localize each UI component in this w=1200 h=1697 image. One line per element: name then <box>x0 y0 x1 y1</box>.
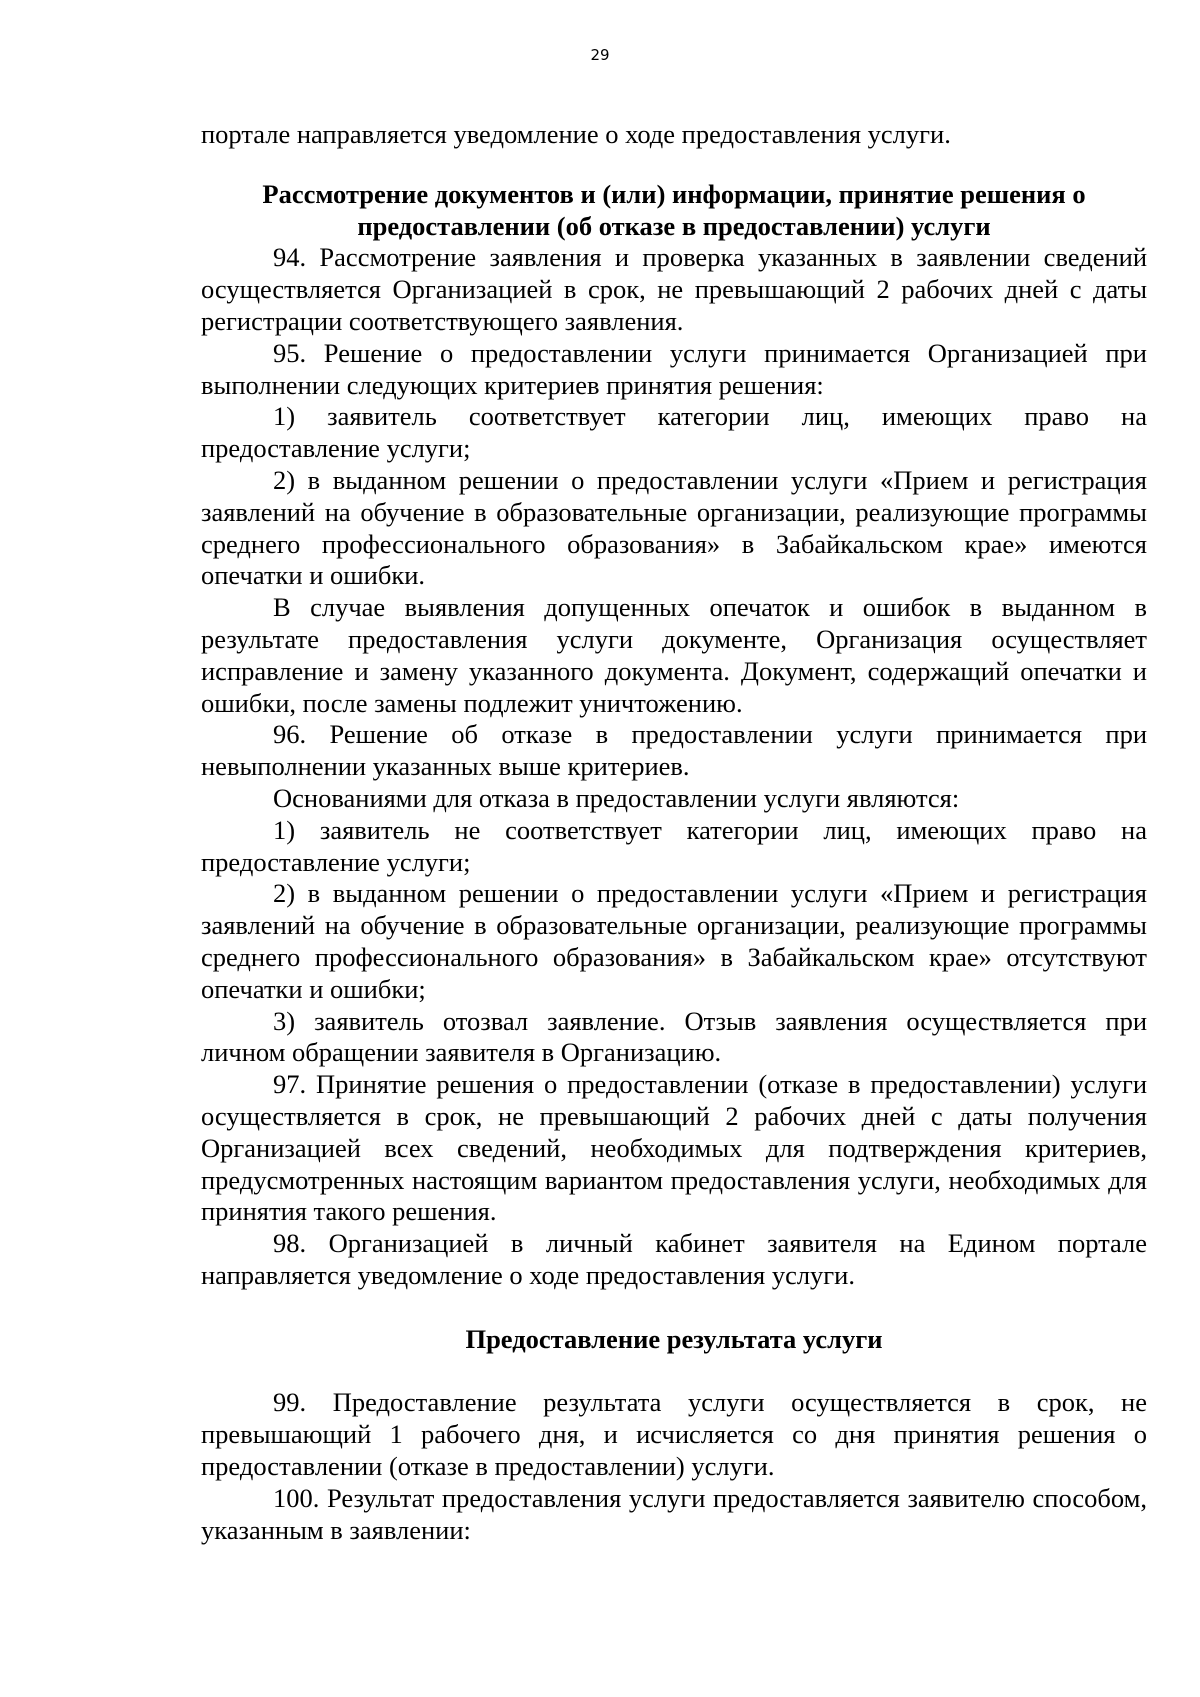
paragraph-95-item-2: 2) в выданном решении о предоставлении услуги «Прием и регистрация заявлений на обучение в образовательные организации, реализующие программы среднего профессионального образования» в Забайкальском крае» имеются опечатки и ошибки. <box>201 464 1147 591</box>
section-heading-result: Предоставление результата услуги <box>465 1323 883 1354</box>
paragraph-96: 96. Решение об отказе в предоставлении услуги принимается при невыполнении указанных выше критериев. <box>201 719 1147 782</box>
page-number: 29 <box>590 46 610 64</box>
section-heading-review-line2: предоставлении (об отказе в предоставлении) услуги <box>357 210 991 241</box>
paragraph-99: 99. Предоставление результата услуги осуществляется в срок, не превышающий 1 рабочего дня, и исчисляется со дня принятия решения о предоставлении (отказе в предоставлении) услуги. <box>201 1387 1147 1482</box>
paragraph-98: 98. Организацией в личный кабинет заявителя на Едином портале направляется уведомление о ходе предоставления услуги. <box>201 1228 1147 1290</box>
paragraph-94: 94. Рассмотрение заявления и проверка указанных в заявлении сведений осуществляется Организацией в срок, не превышающий 2 рабочих дней с даты регистрации соответствующего заявления. <box>201 242 1147 336</box>
lead-line: портале направляется уведомление о ходе предоставления услуги. <box>201 119 951 149</box>
paragraph-96-item-2: 2) в выданном решении о предоставлении услуги «Прием и регистрация заявлений на обучение в образовательные организации, реализующие программы среднего профессионального образования» в Забайкальском крае» отсутствуют опечатки и ошибки; <box>201 878 1147 1004</box>
paragraph-100: 100. Результат предоставления услуги предоставляется заявителю способом, указанным в заявлении: <box>201 1482 1147 1545</box>
paragraph-95: 95. Решение о предоставлении услуги принимается Организацией при выполнении следующих критериев принятия решения: <box>201 337 1147 400</box>
section-heading-review-line1: Рассмотрение документов и (или) информации, принятие решения о <box>262 178 1086 209</box>
paragraph-95-errors: В случае выявления допущенных опечаток и ошибок в выданном в результате предоставления услуги документе, Организация осуществляет исправление и замену указанного документа. Документ, содержащий опечатки и ошибки, после замены подлежит уничтожению. <box>201 592 1147 718</box>
document-body <box>201 119 1147 1546</box>
paragraph-96-item-1: 1) заявитель не соответствует категории лиц, имеющих право на предоставление услуги; <box>201 814 1147 877</box>
paragraph-97: 97. Принятие решения о предоставлении (отказе в предоставлении) услуги осуществляется в срок, не превышающий 2 рабочих дней с даты получения Организацией всех сведений, необходимых для подтверждения критериев, предусмотренных настоящим вариантом предоставления услуги, необходимых для принятия такого решения. <box>201 1069 1147 1227</box>
paragraph-96-grounds: Основаниями для отказа в предоставлении услуги являются: <box>273 782 960 813</box>
paragraph-96-item-3: 3) заявитель отозвал заявление. Отзыв заявления осуществляется при личном обращении заявителя в Организацию. <box>201 1005 1147 1068</box>
paragraph-95-item-1: 1) заявитель соответствует категории лиц, имеющих право на предоставление услуги; <box>201 401 1147 464</box>
